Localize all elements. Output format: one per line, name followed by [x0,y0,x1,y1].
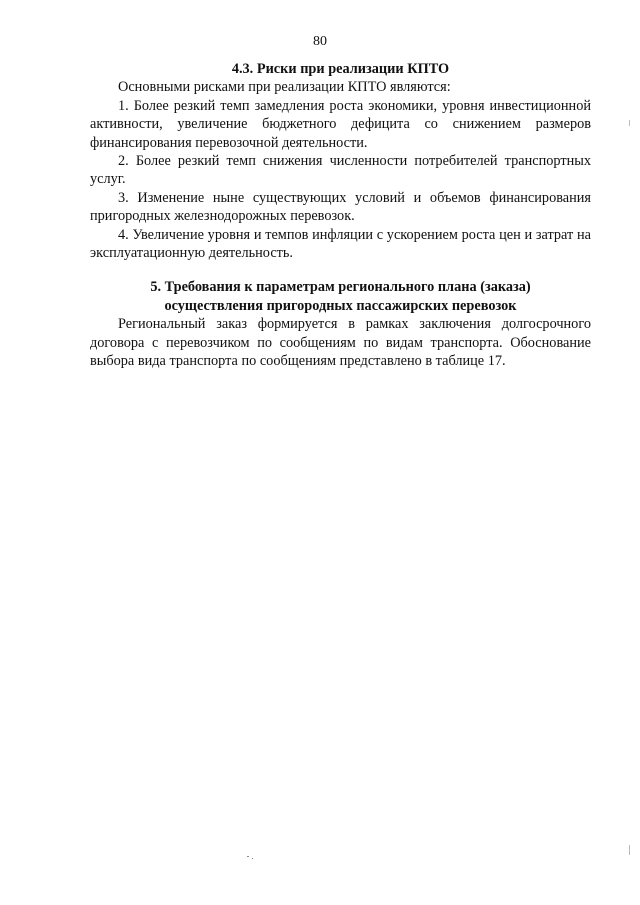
section-spacer [90,262,591,278]
section-5-paragraph: Региональный заказ формируется в рамках заключения долгосрочного договора с перевозчиком по сообщениям по видам транспорта. Обоснование выбора вида транспорта по сообщениям представлено в таблице 17. [90,316,591,370]
scan-edge-mark [629,845,630,855]
scan-edge-mark [629,120,630,126]
page-number: 80 [313,34,327,49]
section-5-heading-line-1: 5. Требования к параметрам регионального плана (заказа) [150,279,531,296]
section-4-3-intro: Основными рисками при реализации КПТО являются: [118,79,451,96]
risk-item-1: 1. Более резкий темп замедления роста экономики, уровня инвестиционной активности, увеличение бюджетного дефицита со снижением размеров финансирования перевозочной деятельности. [90,97,591,151]
risk-item-4: 4. Увеличение уровня и темпов инфляции с ускорением роста цен и затрат на эксплуатационную деятельность. [90,226,591,262]
document-body [90,60,591,371]
section-5-heading-line-2: осуществления пригородных пассажирских перевозок [164,297,517,314]
scan-speck [252,858,253,859]
risk-item-3: 3. Изменение ныне существующих условий и объемов финансирования пригородных железнодорожных перевозок. [90,189,591,225]
section-4-3-heading: 4.3. Риски при реализации КПТО [231,61,450,77]
scan-speck [247,856,249,857]
risk-item-2: 2. Более резкий темп снижения численности потребителей транспортных услуг. [90,153,591,188]
